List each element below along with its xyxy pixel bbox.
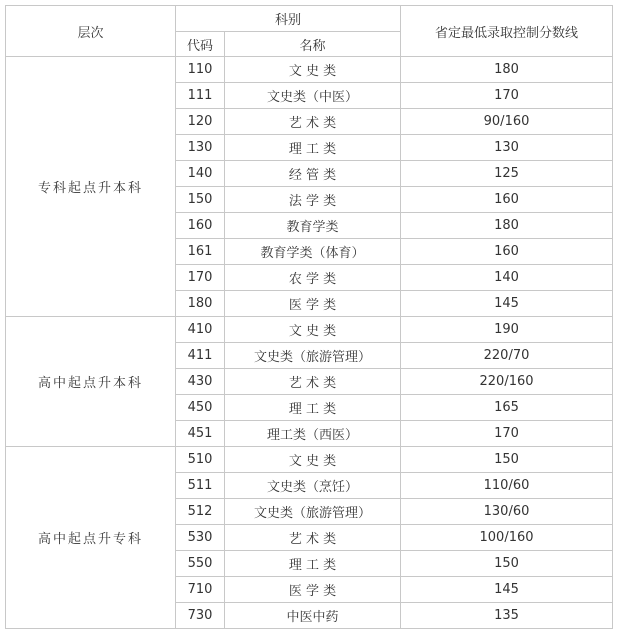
code-cell: 411 xyxy=(176,343,225,369)
code-cell: 510 xyxy=(176,447,225,473)
score-cell: 220/160 xyxy=(401,369,613,395)
table-row xyxy=(6,447,613,473)
code-cell: 530 xyxy=(176,525,225,551)
score-cell: 220/70 xyxy=(401,343,613,369)
score-cell: 125 xyxy=(401,161,613,187)
name-cell: 艺 术 类 xyxy=(225,525,401,551)
score-cell: 150 xyxy=(401,447,613,473)
score-cell: 100/160 xyxy=(401,525,613,551)
name-cell: 经 管 类 xyxy=(225,161,401,187)
name-cell: 中医中药 xyxy=(225,603,401,629)
header-name: 名称 xyxy=(225,32,401,57)
code-cell: 180 xyxy=(176,291,225,317)
header-level: 层次 xyxy=(6,6,176,57)
level-cell: 专科起点升本科 xyxy=(6,57,176,317)
header-code: 代码 xyxy=(176,32,225,57)
header-score: 省定最低录取控制分数线 xyxy=(401,6,613,57)
code-cell: 170 xyxy=(176,265,225,291)
score-cell: 140 xyxy=(401,265,613,291)
score-cell: 150 xyxy=(401,551,613,577)
code-cell: 130 xyxy=(176,135,225,161)
code-cell: 410 xyxy=(176,317,225,343)
code-cell: 110 xyxy=(176,57,225,83)
name-cell: 理 工 类 xyxy=(225,395,401,421)
level-cell: 高中起点升本科 xyxy=(6,317,176,447)
score-table xyxy=(5,5,613,629)
code-cell: 111 xyxy=(176,83,225,109)
code-cell: 451 xyxy=(176,421,225,447)
score-cell: 110/60 xyxy=(401,473,613,499)
score-cell: 160 xyxy=(401,187,613,213)
name-cell: 理 工 类 xyxy=(225,135,401,161)
score-cell: 160 xyxy=(401,239,613,265)
code-cell: 730 xyxy=(176,603,225,629)
code-cell: 512 xyxy=(176,499,225,525)
score-cell: 135 xyxy=(401,603,613,629)
name-cell: 文史类（中医） xyxy=(225,83,401,109)
score-cell: 145 xyxy=(401,577,613,603)
name-cell: 文史类（旅游管理） xyxy=(225,499,401,525)
code-cell: 140 xyxy=(176,161,225,187)
score-cell: 170 xyxy=(401,421,613,447)
name-cell: 医 学 类 xyxy=(225,291,401,317)
score-cell: 90/160 xyxy=(401,109,613,135)
table-row xyxy=(6,57,613,83)
name-cell: 法 学 类 xyxy=(225,187,401,213)
code-cell: 120 xyxy=(176,109,225,135)
name-cell: 文史类（烹饪） xyxy=(225,473,401,499)
header-row xyxy=(6,6,613,32)
name-cell: 艺 术 类 xyxy=(225,369,401,395)
score-cell: 190 xyxy=(401,317,613,343)
name-cell: 文 史 类 xyxy=(225,317,401,343)
name-cell: 理 工 类 xyxy=(225,551,401,577)
code-cell: 550 xyxy=(176,551,225,577)
code-cell: 150 xyxy=(176,187,225,213)
name-cell: 文史类（旅游管理） xyxy=(225,343,401,369)
name-cell: 文 史 类 xyxy=(225,447,401,473)
score-cell: 130 xyxy=(401,135,613,161)
score-cell: 130/60 xyxy=(401,499,613,525)
header-subject: 科别 xyxy=(176,6,401,32)
table-body xyxy=(6,57,613,629)
name-cell: 教育学类（体育） xyxy=(225,239,401,265)
code-cell: 710 xyxy=(176,577,225,603)
level-cell: 高中起点升专科 xyxy=(6,447,176,629)
code-cell: 430 xyxy=(176,369,225,395)
score-cell: 165 xyxy=(401,395,613,421)
code-cell: 511 xyxy=(176,473,225,499)
code-cell: 160 xyxy=(176,213,225,239)
name-cell: 医 学 类 xyxy=(225,577,401,603)
name-cell: 艺 术 类 xyxy=(225,109,401,135)
score-cell: 180 xyxy=(401,213,613,239)
name-cell: 文 史 类 xyxy=(225,57,401,83)
name-cell: 教育学类 xyxy=(225,213,401,239)
code-cell: 161 xyxy=(176,239,225,265)
score-cell: 145 xyxy=(401,291,613,317)
name-cell: 农 学 类 xyxy=(225,265,401,291)
table-row xyxy=(6,317,613,343)
code-cell: 450 xyxy=(176,395,225,421)
score-cell: 180 xyxy=(401,57,613,83)
score-cell: 170 xyxy=(401,83,613,109)
name-cell: 理工类（西医） xyxy=(225,421,401,447)
